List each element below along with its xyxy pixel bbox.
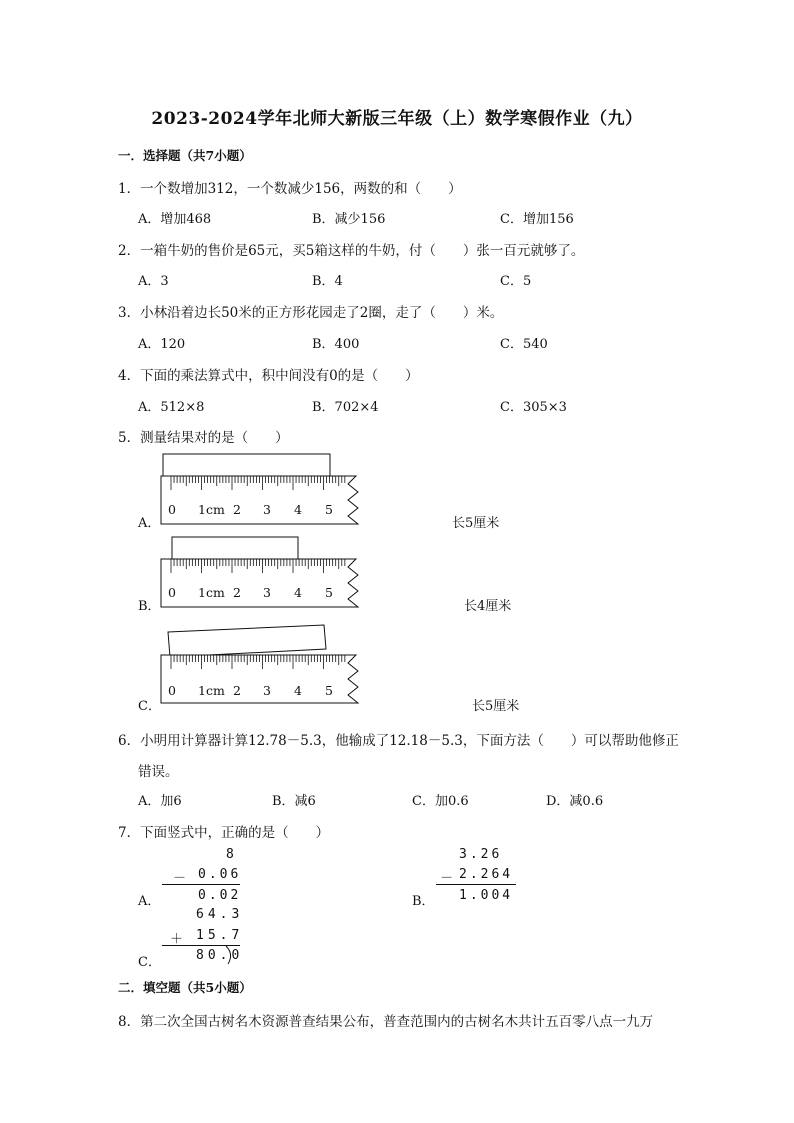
- ruler-c-label-4: 4: [294, 683, 302, 698]
- calc-b-subtrahend: 2.264: [459, 867, 514, 882]
- ruler-b-label-0: 0: [168, 585, 176, 600]
- ruler-a-label-2: 2: [233, 502, 241, 517]
- calc-c-operator: ＋: [170, 932, 184, 947]
- calc-b-operator: －: [440, 871, 454, 886]
- q7-option-a-label: A．: [138, 894, 161, 909]
- section-heading-fill: 二．填空题（共5小题）: [118, 980, 252, 995]
- q3-option-c: C．540: [500, 337, 548, 352]
- section-heading-choice: 一．选择题（共7小题）: [118, 148, 252, 163]
- q2-option-c: C．5: [500, 274, 532, 289]
- q4-option-b: B．702×4: [312, 400, 379, 415]
- ruler-b-label-5: 5: [325, 585, 333, 600]
- calc-a-subtrahend: 0.06: [198, 867, 242, 882]
- q1-option-a: A．增加468: [138, 212, 212, 227]
- ruler-a-label-0: 0: [168, 502, 176, 517]
- q1-option-b: B．减少156: [312, 212, 386, 227]
- q7-option-b-label: B．: [412, 894, 435, 909]
- ruler-c-label-2: 2: [233, 683, 241, 698]
- ruler-b-label-2: 2: [233, 585, 241, 600]
- ruler-figure-a: [158, 452, 368, 528]
- ruler-figure-c: [158, 622, 368, 706]
- q7-option-c-label: C．: [138, 955, 161, 970]
- ruler-b-label-1cm: 1cm: [198, 585, 225, 600]
- calc-c-strike-mark-icon: [224, 944, 236, 966]
- question-6-line-2: 错误。: [138, 764, 179, 780]
- ruler-c-label-3: 3: [263, 683, 271, 698]
- ruler-c-label-5: 5: [325, 683, 333, 698]
- ruler-a-label-3: 3: [263, 502, 271, 517]
- question-6-line-1: 6．小明用计算器计算12.78－5.3，他输成了12.18－5.3，下面方法（ ）可以帮助他修正: [118, 733, 679, 749]
- calc-b-result: 1.004: [459, 888, 514, 903]
- ruler-c-label-1cm: 1cm: [198, 683, 225, 698]
- ruler-c-label-0: 0: [168, 683, 176, 698]
- question-3: 3．小林沿着边长50米的正方形花园走了2圈，走了（ ）米。: [118, 305, 504, 321]
- question-2: 2．一箱牛奶的售价是65元，买5箱这样的牛奶，付（ ）张一百元就够了。: [118, 243, 585, 259]
- q5-option-c-result: 长5厘米: [472, 699, 520, 714]
- question-8: 8．第二次全国古树名木资源普查结果公布，普查范围内的古树名木共计五百零八点一九万: [118, 1014, 654, 1030]
- q5-option-b-label: B．: [138, 599, 161, 614]
- q4-option-a: A．512×8: [138, 400, 205, 415]
- q6-option-d: D．减0.6: [546, 794, 604, 809]
- q4-option-c: C．305×3: [500, 400, 567, 415]
- calc-a-top: 8: [226, 847, 234, 862]
- question-4: 4．下面的乘法算式中，积中间没有0的是（ ）: [118, 368, 419, 384]
- question-1: 1．一个数增加312，一个数减少156，两数的和（ ）: [118, 181, 462, 197]
- q2-option-b: B．4: [312, 274, 343, 289]
- q6-option-b: B．减6: [272, 794, 316, 809]
- q6-option-c: C．加0.6: [412, 794, 469, 809]
- q3-option-b: B．400: [312, 337, 360, 352]
- q5-option-c-label: C．: [138, 699, 161, 714]
- calc-c-top: 64.3: [196, 907, 244, 922]
- ruler-figure-b: [158, 535, 368, 611]
- calc-c-addend: 15.7: [196, 928, 244, 943]
- calc-a-line: [162, 884, 240, 885]
- calc-a-operator: －: [173, 871, 187, 886]
- ruler-a-label-1cm: 1cm: [198, 502, 225, 517]
- q2-option-a: A．3: [138, 274, 169, 289]
- q3-option-a: A．120: [138, 337, 186, 352]
- q6-option-a: A．加6: [138, 794, 182, 809]
- calc-a-result: 0.02: [198, 888, 242, 903]
- calc-b-line: [436, 884, 516, 885]
- q5-option-a-result: 长5厘米: [452, 516, 500, 531]
- q5-option-a-label: A．: [138, 516, 161, 531]
- question-5: 5．测量结果对的是（ ）: [118, 430, 289, 446]
- q1-option-c: C．增加156: [500, 212, 574, 227]
- page-title: 2023-2024学年北师大新版三年级（上）数学寒假作业（九）: [151, 109, 643, 129]
- q5-option-b-result: 长4厘米: [464, 599, 512, 614]
- ruler-a-label-5: 5: [325, 502, 333, 517]
- ruler-a-label-4: 4: [294, 502, 302, 517]
- question-7: 7．下面竖式中，正确的是（ ）: [118, 825, 330, 841]
- ruler-b-label-4: 4: [294, 585, 302, 600]
- calc-c-result: 80.0: [196, 948, 244, 963]
- ruler-b-label-3: 3: [263, 585, 271, 600]
- calc-b-top: 3.26: [459, 847, 503, 862]
